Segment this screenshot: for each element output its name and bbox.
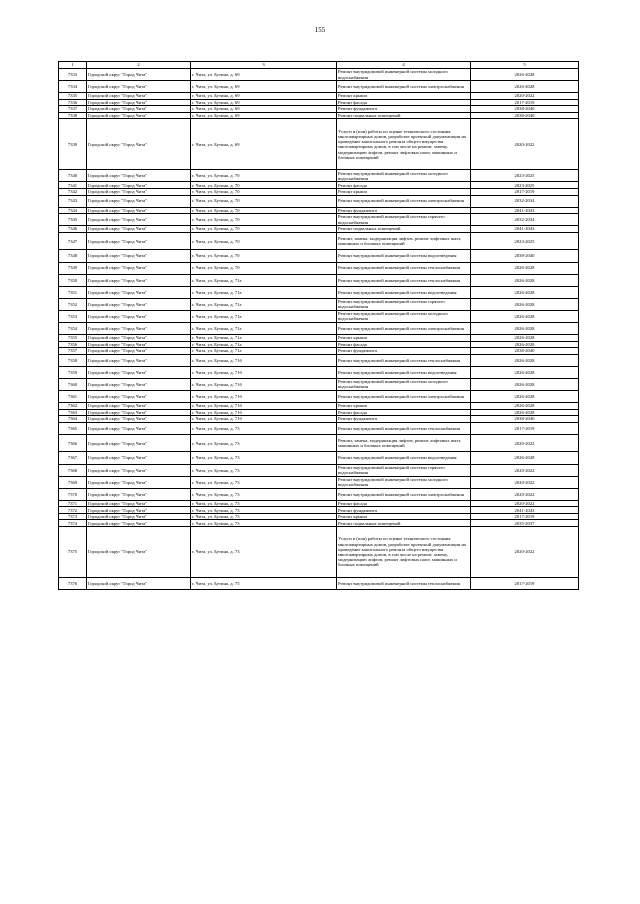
table-row	[59, 476, 579, 488]
period-cell: 2017-2019	[471, 99, 579, 106]
table-row	[59, 366, 579, 378]
row-number: 7349	[59, 262, 87, 274]
work-type-cell: Ремонт фундамента	[337, 348, 471, 355]
row-number: 7371	[59, 500, 87, 507]
period-cell: 2023-2025	[471, 170, 579, 182]
table-row	[59, 488, 579, 500]
address-cell: г. Чита, ул. Бутина, д. 73	[191, 500, 337, 507]
work-type-cell: Ремонт внутридомовой инженерной системы водоотведения	[337, 452, 471, 464]
period-cell: 2041-2043	[471, 507, 579, 514]
row-number: 7340	[59, 170, 87, 182]
row-number: 7367	[59, 452, 87, 464]
period-cell: 2032-2034	[471, 214, 579, 226]
work-type-cell: Ремонт внутридомовой инженерной системы горячего водоснабжения	[337, 214, 471, 226]
work-type-cell: Ремонт крыши	[337, 513, 471, 520]
period-cell: 2026-2028	[471, 354, 579, 366]
address-cell: г. Чита, ул. Бутина, д. 71а	[191, 274, 337, 286]
period-cell: 2026-2028	[471, 69, 579, 81]
address-cell: г. Чита, ул. Бутина, д. 73	[191, 422, 337, 434]
row-number: 7342	[59, 188, 87, 195]
work-type-cell: Ремонт крыши	[337, 188, 471, 195]
period-cell: 2020-2022	[471, 476, 579, 488]
row-number: 7374	[59, 520, 87, 527]
address-cell: г. Чита, ул. Бутина, д. 73	[191, 476, 337, 488]
work-type-cell: Ремонт внутридомовой инженерной системы холодного водоснабжения	[337, 476, 471, 488]
municipality-cell: Городской округ "Город Чита"	[87, 391, 191, 403]
table-row	[59, 274, 579, 286]
header-col-3: 3	[191, 62, 337, 69]
municipality-cell: Городской округ "Город Чита"	[87, 207, 191, 214]
header-col-1: 1	[59, 62, 87, 69]
row-number: 7364	[59, 416, 87, 423]
work-type-cell: Ремонт фасада	[337, 500, 471, 507]
municipality-cell: Городской округ "Город Чита"	[87, 262, 191, 274]
period-cell: 2026-2028	[471, 403, 579, 410]
municipality-cell: Городской округ "Город Чита"	[87, 298, 191, 310]
address-cell: г. Чита, ул. Бутина, д. 71б	[191, 403, 337, 410]
row-number: 7353	[59, 310, 87, 322]
address-cell: г. Чита, ул. Бутина, д. 70	[191, 170, 337, 182]
work-type-cell: Ремонт внутридомовой инженерной системы теплоснабжения	[337, 577, 471, 589]
table-row	[59, 170, 579, 182]
work-type-cell: Ремонт фундамента	[337, 416, 471, 423]
municipality-cell: Городской округ "Город Чита"	[87, 488, 191, 500]
municipality-cell: Городской округ "Город Чита"	[87, 354, 191, 366]
row-number: 7347	[59, 232, 87, 250]
address-cell: г. Чита, ул. Бутина, д. 71а	[191, 322, 337, 334]
table-row	[59, 354, 579, 366]
address-cell: г. Чита, ул. Бутина, д. 71а	[191, 335, 337, 342]
row-number: 7360	[59, 378, 87, 390]
address-cell: г. Чита, ул. Бутина, д. 70	[191, 226, 337, 233]
period-cell: 2026-2028	[471, 409, 579, 416]
table-row	[59, 527, 579, 578]
municipality-cell: Городской округ "Город Чита"	[87, 119, 191, 170]
work-type-cell: Ремонт внутридомовой инженерной системы холодного водоснабжения	[337, 170, 471, 182]
row-number: 7341	[59, 182, 87, 189]
table-row	[59, 298, 579, 310]
municipality-cell: Городской округ "Город Чита"	[87, 188, 191, 195]
work-type-cell: Ремонт фасада	[337, 99, 471, 106]
address-cell: г. Чита, ул. Бутина, д. 75	[191, 577, 337, 589]
row-number: 7348	[59, 250, 87, 262]
municipality-cell: Городской округ "Город Чита"	[87, 170, 191, 182]
row-number: 7357	[59, 348, 87, 355]
row-number: 7334	[59, 81, 87, 93]
table-row	[59, 214, 579, 226]
work-type-cell: Ремонт внутридомовой инженерной системы теплоснабжения	[337, 262, 471, 274]
period-cell: 2026-2028	[471, 452, 579, 464]
table-row	[59, 434, 579, 452]
period-cell: 2032-2034	[471, 195, 579, 207]
address-cell: г. Чита, ул. Бутина, д. 73	[191, 507, 337, 514]
municipality-cell: Городской округ "Город Чита"	[87, 214, 191, 226]
period-cell: 2020-2022	[471, 500, 579, 507]
table-row	[59, 452, 579, 464]
work-type-cell: Ремонт фасада	[337, 341, 471, 348]
municipality-cell: Городской округ "Город Чита"	[87, 182, 191, 189]
address-cell: г. Чита, ул. Бутина, д. 70	[191, 207, 337, 214]
header-col-5: 5	[471, 62, 579, 69]
period-cell: 2026-2028	[471, 262, 579, 274]
address-cell: г. Чита, ул. Бутина, д. 70	[191, 262, 337, 274]
municipality-cell: Городской округ "Город Чита"	[87, 507, 191, 514]
work-type-cell: Ремонт крыши	[337, 93, 471, 100]
period-cell: 2041-2043	[471, 207, 579, 214]
address-cell: г. Чита, ул. Бутина, д. 73	[191, 434, 337, 452]
table-row	[59, 286, 579, 298]
work-type-cell: Ремонт внутридомовой инженерной системы теплоснабжения	[337, 354, 471, 366]
period-cell: 2026-2028	[471, 310, 579, 322]
municipality-cell: Городской округ "Город Чита"	[87, 409, 191, 416]
work-type-cell: Ремонт внутридомовой инженерной системы водоотведения	[337, 366, 471, 378]
row-number: 7362	[59, 403, 87, 410]
row-number: 7372	[59, 507, 87, 514]
work-type-cell: Ремонт фасада	[337, 409, 471, 416]
work-type-cell: Ремонт фасада	[337, 182, 471, 189]
row-number: 7370	[59, 488, 87, 500]
table-row	[59, 250, 579, 262]
row-number: 7363	[59, 409, 87, 416]
address-cell: г. Чита, ул. Бутина, д. 70	[191, 250, 337, 262]
address-cell: г. Чита, ул. Бутина, д. 69	[191, 112, 337, 119]
work-type-cell: Ремонт внутридомовой инженерной системы электроснабжения	[337, 81, 471, 93]
table-row	[59, 464, 579, 476]
table-row	[59, 81, 579, 93]
work-type-cell: Ремонт внутридомовой инженерной системы электроснабжения	[337, 488, 471, 500]
period-cell: 2026-2028	[471, 298, 579, 310]
work-type-cell: Ремонт подвальных помещений	[337, 112, 471, 119]
row-number: 7354	[59, 322, 87, 334]
period-cell: 2017-2019	[471, 513, 579, 520]
period-cell: 2023-2025	[471, 182, 579, 189]
municipality-cell: Городской округ "Город Чита"	[87, 99, 191, 106]
row-number: 7361	[59, 391, 87, 403]
row-number: 7336	[59, 99, 87, 106]
capital-repair-table	[58, 61, 579, 590]
table-row	[59, 119, 579, 170]
page-number: 155	[314, 26, 326, 34]
municipality-cell: Городской округ "Город Чита"	[87, 286, 191, 298]
period-cell: 2038-2040	[471, 348, 579, 355]
municipality-cell: Городской округ "Город Чита"	[87, 106, 191, 113]
period-cell: 2020-2022	[471, 488, 579, 500]
work-type-cell: Ремонт подвальных помещений	[337, 520, 471, 527]
period-cell: 2023-2025	[471, 232, 579, 250]
work-type-cell: Ремонт, замена, модернизация лифтов, ремонт лифтовых шахт, машинных и блочных помещений	[337, 434, 471, 452]
address-cell: г. Чита, ул. Бутина, д. 71а	[191, 298, 337, 310]
municipality-cell: Городской округ "Город Чита"	[87, 93, 191, 100]
work-type-cell: Ремонт крыши	[337, 335, 471, 342]
period-cell: 2041-2043	[471, 226, 579, 233]
municipality-cell: Городской округ "Город Чита"	[87, 452, 191, 464]
address-cell: г. Чита, ул. Бутина, д. 71а	[191, 348, 337, 355]
period-cell: 2038-2040	[471, 250, 579, 262]
table-row	[59, 577, 579, 589]
municipality-cell: Городской округ "Город Чита"	[87, 195, 191, 207]
period-cell: 2026-2028	[471, 81, 579, 93]
address-cell: г. Чита, ул. Бутина, д. 69	[191, 69, 337, 81]
row-number: 7366	[59, 434, 87, 452]
address-cell: г. Чита, ул. Бутина, д. 70	[191, 195, 337, 207]
row-number: 7344	[59, 207, 87, 214]
work-type-cell: Ремонт внутридомовой инженерной системы теплоснабжения	[337, 274, 471, 286]
address-cell: г. Чита, ул. Бутина, д. 71а	[191, 310, 337, 322]
address-cell: г. Чита, ул. Бутина, д. 71б	[191, 416, 337, 423]
work-type-cell: Ремонт внутридомовой инженерной системы водоотведения	[337, 250, 471, 262]
row-number: 7355	[59, 335, 87, 342]
period-cell: 2020-2022	[471, 93, 579, 100]
row-number: 7375	[59, 527, 87, 578]
row-number: 7337	[59, 106, 87, 113]
row-number: 7350	[59, 274, 87, 286]
municipality-cell: Городской округ "Город Чита"	[87, 341, 191, 348]
row-number: 7333	[59, 69, 87, 81]
municipality-cell: Городской округ "Город Чита"	[87, 348, 191, 355]
period-cell: 2038-2040	[471, 106, 579, 113]
municipality-cell: Городской округ "Город Чита"	[87, 335, 191, 342]
row-number: 7373	[59, 513, 87, 520]
row-number: 7359	[59, 366, 87, 378]
work-type-cell: Ремонт внутридомовой инженерной системы теплоснабжения	[337, 422, 471, 434]
work-type-cell: Ремонт внутридомовой инженерной системы горячего водоснабжения	[337, 464, 471, 476]
address-cell: г. Чита, ул. Бутина, д. 71а	[191, 286, 337, 298]
work-type-cell: Ремонт внутридомовой инженерной системы электроснабжения	[337, 195, 471, 207]
work-type-cell: Ремонт крыши	[337, 403, 471, 410]
row-number: 7376	[59, 577, 87, 589]
address-cell: г. Чита, ул. Бутина, д. 69	[191, 81, 337, 93]
work-type-cell: Ремонт внутридомовой инженерной системы холодного водоснабжения	[337, 69, 471, 81]
row-number: 7356	[59, 341, 87, 348]
row-number: 7368	[59, 464, 87, 476]
municipality-cell: Городской округ "Город Чита"	[87, 422, 191, 434]
address-cell: г. Чита, ул. Бутина, д. 71б	[191, 391, 337, 403]
work-type-cell: Ремонт внутридомовой инженерной системы электроснабжения	[337, 322, 471, 334]
table-row	[59, 422, 579, 434]
address-cell: г. Чита, ул. Бутина, д. 73	[191, 527, 337, 578]
work-type-cell: Услуги и (или) работы по оценке технического состояния многоквартирных домов, разработке проектной документации на проведение капитального ремонта общего имущества многоквартирных домов, в том числе на ремонт, замену, модернизацию лифтов, ремонт лифтовых шахт, машинных и блочных помещений	[337, 119, 471, 170]
table-row	[59, 378, 579, 390]
work-type-cell: Ремонт внутридомовой инженерной системы горячего водоснабжения	[337, 298, 471, 310]
work-type-cell: Ремонт, замена, модернизация лифтов, ремонт лифтовых шахт, машинных и блочных помещений	[337, 232, 471, 250]
period-cell: 2020-2022	[471, 434, 579, 452]
municipality-cell: Городской округ "Город Чита"	[87, 464, 191, 476]
period-cell: 2026-2028	[471, 366, 579, 378]
address-cell: г. Чита, ул. Бутина, д. 73	[191, 513, 337, 520]
table-row	[59, 310, 579, 322]
header-col-2: 2	[87, 62, 191, 69]
period-cell: 2017-2019	[471, 422, 579, 434]
address-cell: г. Чита, ул. Бутина, д. 71б	[191, 366, 337, 378]
municipality-cell: Городской округ "Город Чита"	[87, 274, 191, 286]
work-type-cell: Ремонт фундамента	[337, 106, 471, 113]
row-number: 7358	[59, 354, 87, 366]
address-cell: г. Чита, ул. Бутина, д. 73	[191, 520, 337, 527]
municipality-cell: Городской округ "Город Чита"	[87, 577, 191, 589]
municipality-cell: Городской округ "Город Чита"	[87, 310, 191, 322]
address-cell: г. Чита, ул. Бутина, д. 70	[191, 188, 337, 195]
municipality-cell: Городской округ "Город Чита"	[87, 520, 191, 527]
work-type-cell: Ремонт внутридомовой инженерной системы электроснабжения	[337, 391, 471, 403]
municipality-cell: Городской округ "Город Чита"	[87, 476, 191, 488]
table-row	[59, 69, 579, 81]
period-cell: 2026-2028	[471, 341, 579, 348]
work-type-cell: Ремонт внутридомовой инженерной системы водоотведения	[337, 286, 471, 298]
municipality-cell: Городской округ "Город Чита"	[87, 112, 191, 119]
row-number: 7335	[59, 93, 87, 100]
municipality-cell: Городской округ "Город Чита"	[87, 434, 191, 452]
work-type-cell: Ремонт фундамента	[337, 207, 471, 214]
row-number: 7369	[59, 476, 87, 488]
address-cell: г. Чита, ул. Бутина, д. 69	[191, 93, 337, 100]
municipality-cell: Городской округ "Город Чита"	[87, 500, 191, 507]
address-cell: г. Чита, ул. Бутина, д. 73	[191, 488, 337, 500]
address-cell: г. Чита, ул. Бутина, д. 71б	[191, 378, 337, 390]
period-cell: 2038-2040	[471, 112, 579, 119]
address-cell: г. Чита, ул. Бутина, д. 71а	[191, 341, 337, 348]
period-cell: 2020-2022	[471, 464, 579, 476]
address-cell: г. Чита, ул. Бутина, д. 69	[191, 119, 337, 170]
table-header-row	[59, 62, 579, 69]
period-cell: 2026-2028	[471, 274, 579, 286]
header-col-4: 4	[337, 62, 471, 69]
address-cell: г. Чита, ул. Бутина, д. 71б	[191, 354, 337, 366]
municipality-cell: Городской округ "Город Чита"	[87, 513, 191, 520]
table-row	[59, 195, 579, 207]
municipality-cell: Городской округ "Город Чита"	[87, 322, 191, 334]
address-cell: г. Чита, ул. Бутина, д. 71б	[191, 409, 337, 416]
table-row	[59, 232, 579, 250]
period-cell: 2026-2028	[471, 286, 579, 298]
municipality-cell: Городской округ "Город Чита"	[87, 69, 191, 81]
address-cell: г. Чита, ул. Бутина, д. 70	[191, 214, 337, 226]
row-number: 7352	[59, 298, 87, 310]
address-cell: г. Чита, ул. Бутина, д. 73	[191, 464, 337, 476]
address-cell: г. Чита, ул. Бутина, д. 70	[191, 232, 337, 250]
municipality-cell: Городской округ "Город Чита"	[87, 403, 191, 410]
address-cell: г. Чита, ул. Бутина, д. 73	[191, 452, 337, 464]
period-cell: 2026-2028	[471, 335, 579, 342]
row-number: 7338	[59, 112, 87, 119]
municipality-cell: Городской округ "Город Чита"	[87, 527, 191, 578]
row-number: 7346	[59, 226, 87, 233]
municipality-cell: Городской округ "Город Чита"	[87, 81, 191, 93]
period-cell: 2026-2028	[471, 378, 579, 390]
period-cell: 2026-2028	[471, 391, 579, 403]
work-type-cell: Услуги и (или) работы по оценке технического состояния многоквартирных домов, разработке проектной документации на проведение капитального ремонта общего имущества многоквартирных домов, в том числе на ремонт, замену, модернизацию лифтов, ремонт лифтовых шахт, машинных и блочных помещений	[337, 527, 471, 578]
municipality-cell: Городской округ "Город Чита"	[87, 250, 191, 262]
period-cell: 2020-2022	[471, 119, 579, 170]
address-cell: г. Чита, ул. Бутина, д. 70	[191, 182, 337, 189]
table-row	[59, 322, 579, 334]
row-number: 7339	[59, 119, 87, 170]
row-number: 7343	[59, 195, 87, 207]
table-row	[59, 262, 579, 274]
row-number: 7351	[59, 286, 87, 298]
municipality-cell: Городской округ "Город Чита"	[87, 366, 191, 378]
period-cell: 2035-2037	[471, 520, 579, 527]
period-cell: 2017-2019	[471, 188, 579, 195]
municipality-cell: Городской округ "Город Чита"	[87, 378, 191, 390]
period-cell: 2020-2022	[471, 527, 579, 578]
address-cell: г. Чита, ул. Бутина, д. 69	[191, 99, 337, 106]
table-body	[59, 69, 579, 590]
row-number: 7365	[59, 422, 87, 434]
table-row	[59, 391, 579, 403]
address-cell: г. Чита, ул. Бутина, д. 69	[191, 106, 337, 113]
period-cell: 2017-2019	[471, 577, 579, 589]
municipality-cell: Городской округ "Город Чита"	[87, 226, 191, 233]
municipality-cell: Городской округ "Город Чита"	[87, 416, 191, 423]
work-type-cell: Ремонт внутридомовой инженерной системы холодного водоснабжения	[337, 378, 471, 390]
work-type-cell: Ремонт внутридомовой инженерной системы холодного водоснабжения	[337, 310, 471, 322]
period-cell: 2038-2040	[471, 416, 579, 423]
work-type-cell: Ремонт фундамента	[337, 507, 471, 514]
row-number: 7345	[59, 214, 87, 226]
period-cell: 2026-2028	[471, 322, 579, 334]
municipality-cell: Городской округ "Город Чита"	[87, 232, 191, 250]
work-type-cell: Ремонт подвальных помещений	[337, 226, 471, 233]
